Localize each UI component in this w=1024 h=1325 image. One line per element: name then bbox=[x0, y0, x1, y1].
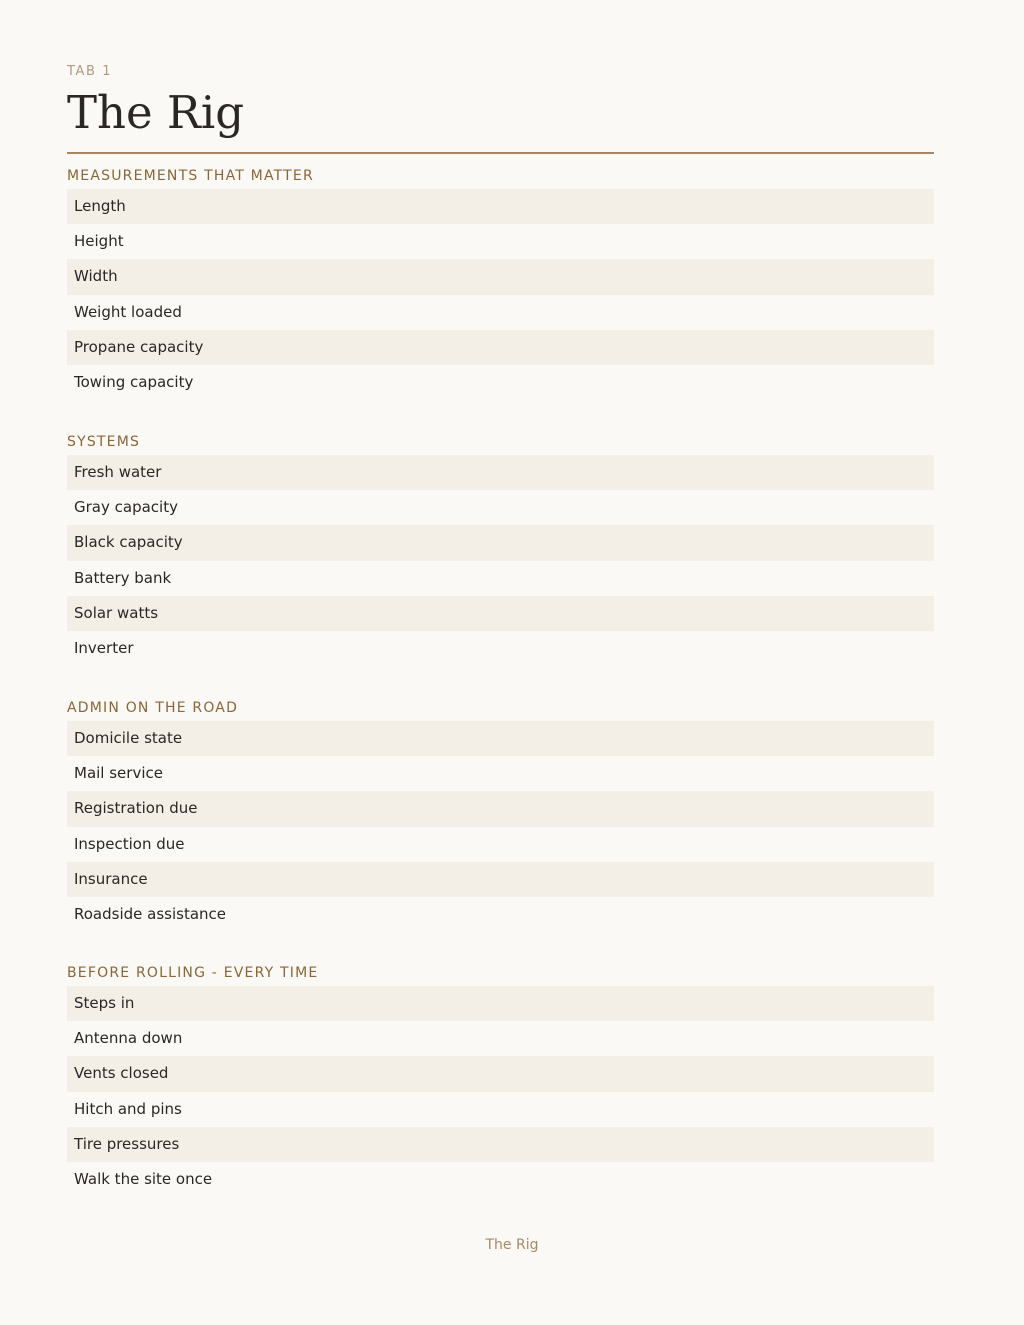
list-row: Roadside assistance bbox=[74, 904, 226, 923]
list-row: Weight loaded bbox=[74, 302, 182, 321]
list-row: Registration due bbox=[67, 791, 934, 826]
list-row: Fresh water bbox=[67, 455, 934, 490]
list-row: Walk the site once bbox=[74, 1169, 213, 1188]
list-row: Domicile state bbox=[67, 721, 934, 756]
section-heading: BEFORE ROLLING - EVERY TIME bbox=[67, 965, 319, 981]
section-measurements bbox=[67, 167, 934, 400]
list-row: Gray capacity bbox=[74, 498, 178, 517]
list-row: Height bbox=[74, 232, 124, 251]
list-row: Tire pressures bbox=[67, 1127, 934, 1162]
page-footer: The Rig bbox=[485, 1237, 539, 1253]
list-row: Inverter bbox=[74, 638, 134, 657]
list-row: Solar watts bbox=[67, 596, 934, 631]
title-divider bbox=[67, 152, 934, 154]
page-title: The Rig bbox=[67, 86, 245, 139]
section-heading: MEASUREMENTS THAT MATTER bbox=[67, 168, 314, 184]
tab-label: TAB 1 bbox=[67, 64, 113, 79]
section-systems bbox=[67, 433, 934, 666]
list-row: Antenna down bbox=[74, 1029, 183, 1048]
list-row: Hitch and pins bbox=[74, 1099, 182, 1118]
list-row: Black capacity bbox=[67, 525, 934, 560]
list-row: Mail service bbox=[74, 764, 163, 783]
list-row: Inspection due bbox=[74, 834, 185, 853]
list-row: Width bbox=[67, 259, 934, 294]
section-before-rolling bbox=[67, 964, 934, 1197]
list-row: Towing capacity bbox=[74, 372, 194, 391]
section-admin-on-the-road bbox=[67, 699, 934, 932]
list-row: Steps in bbox=[67, 986, 934, 1021]
list-row: Propane capacity bbox=[67, 330, 934, 365]
list-row: Battery bank bbox=[74, 568, 172, 587]
section-heading: ADMIN ON THE ROAD bbox=[67, 700, 239, 716]
list-row: Insurance bbox=[67, 862, 934, 897]
list-row: Vents closed bbox=[67, 1056, 934, 1091]
list-row: Length bbox=[67, 189, 934, 224]
section-heading: SYSTEMS bbox=[67, 434, 141, 450]
